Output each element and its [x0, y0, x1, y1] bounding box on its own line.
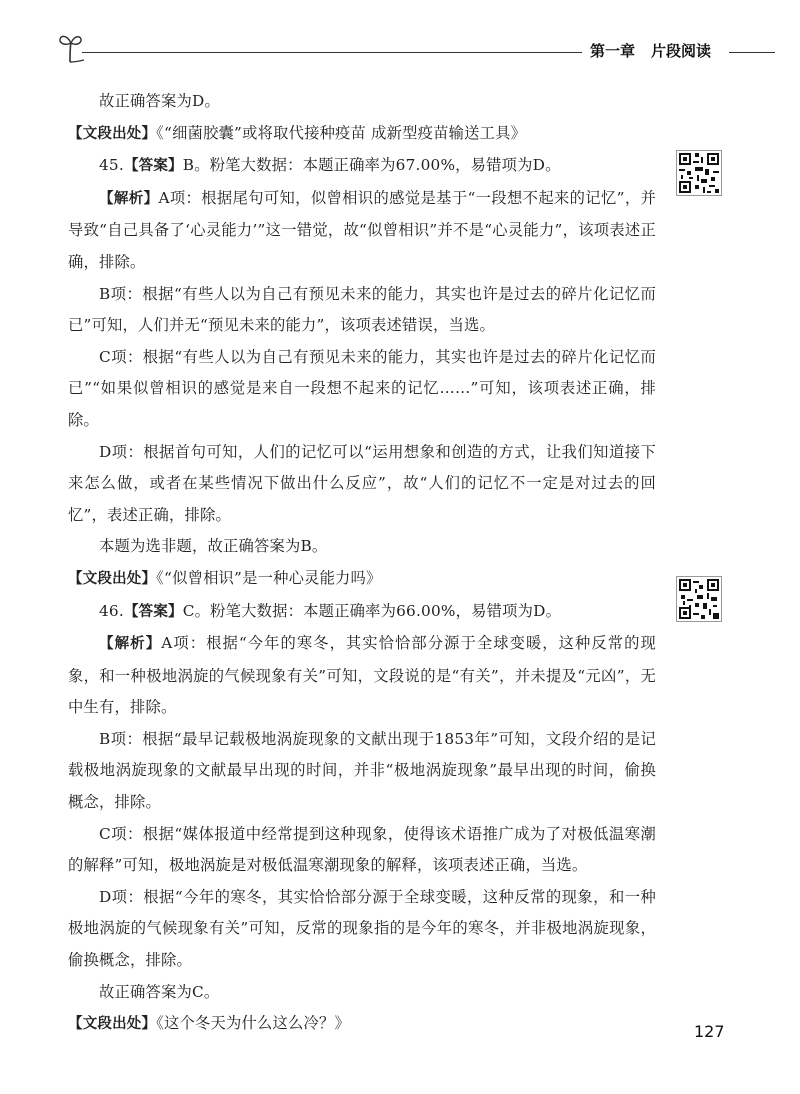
page-body — [68, 86, 656, 1041]
analysis-label: 【解析】 — [99, 636, 162, 653]
answer-label: 【答案】 — [123, 603, 183, 620]
section-label: 片段阅读 — [651, 42, 712, 60]
analysis-paragraph: 【解析】A项：根据尾句可知，似曾相识的感觉是基于“一段想不起来的记忆”，并导致“自己具备了‘心灵能力’”这一错觉，故“似曾相识”并不是“心灵能力”，该项表述正确，排除。 — [68, 188, 656, 271]
paragraph: D项：根据“今年的寒冬，其实恰恰部分源于全球变暖，这种反常的现象，和一种极地涡旋的气候现象有关”可知，反常的现象指的是今年的寒冬，并非极地涡旋现象，偷换概念，排除。 — [68, 887, 656, 970]
paragraph: 故正确答案为D。 — [99, 92, 220, 110]
chapter-label: 第一章 — [590, 42, 636, 60]
answer-line-46: 46.【答案】C。粉笔大数据：本题正确率为66.00%，易错项为D。 — [99, 601, 562, 620]
qr-code-icon — [677, 151, 721, 195]
paragraph: 本题为选非题，故正确答案为B。 — [99, 537, 328, 556]
source-line: 【文段出处】《这个冬天为什么这么冷？》 — [68, 1014, 351, 1033]
source-line: 【文段出处】《“细菌胶囊”或将取代接种疫苗 成新型疫苗输送工具》 — [68, 123, 527, 142]
analysis-label: 【解析】 — [99, 190, 159, 207]
sprout-icon — [56, 30, 86, 64]
answer-label: 【答案】 — [123, 158, 183, 175]
source-label: 【文段出处】 — [68, 570, 157, 587]
page-header — [0, 22, 800, 62]
paragraph: C项：根据“媒体报道中经常提到这种现象，使得该术语推广成为了对极低温寒潮的解释”可知，极地涡旋是对极低温寒潮现象的解释，该项表述正确，当选。 — [68, 824, 656, 875]
qr-code[interactable] — [676, 150, 722, 196]
chapter-title — [590, 40, 711, 61]
paragraph: D项：根据首句可知，人们的记忆可以“运用想象和创造的方式，让我们知道接下来怎么做，或者在某些情况下做出什么反应”，故“人们的记忆不一定是对过去的回忆”，表述正确，排除。 — [68, 442, 656, 524]
paragraph: B项：根据“有些人以为自己有预见未来的能力，其实也许是过去的碎片化记忆而已”可知，人们并无“预见未来的能力”，该项表述错误，当选。 — [68, 284, 656, 335]
answer-line-45: 45.【答案】B。粉笔大数据：本题正确率为67.00%，易错项为D。 — [99, 156, 561, 175]
paragraph: C项：根据“有些人以为自己有预见未来的能力，其实也许是过去的碎片化记忆而已”“如果似曾相识的感觉是来自一段想不起来的记忆……”可知，该项表述正确，排除。 — [68, 347, 656, 429]
page-number: 127 — [694, 1022, 725, 1041]
analysis-paragraph: 【解析】A项：根据“今年的寒冬，其实恰恰部分源于全球变暖，这种反常的现象，和一种极地涡旋的气候现象有关”可知，文段说的是“有关”，并未提及“元凶”，无中生有，排除。 — [68, 634, 656, 717]
source-label: 【文段出处】 — [68, 125, 157, 142]
header-rule-left — [82, 52, 582, 53]
qr-code-icon — [677, 577, 721, 621]
qr-code[interactable] — [676, 576, 722, 622]
source-label: 【文段出处】 — [68, 1016, 157, 1033]
paragraph: B项：根据“最早记载极地涡旋现象的文献出现于1853年”可知，文段介绍的是记载极地涡旋现象的文献最早出现的时间，并非“极地涡旋现象”最早出现的时间，偷换概念，排除。 — [68, 729, 656, 812]
source-line: 【文段出处】《“似曾相识”是一种心灵能力吗》 — [68, 568, 382, 587]
paragraph: 故正确答案为C。 — [99, 982, 220, 1001]
header-rule-right — [729, 52, 775, 53]
